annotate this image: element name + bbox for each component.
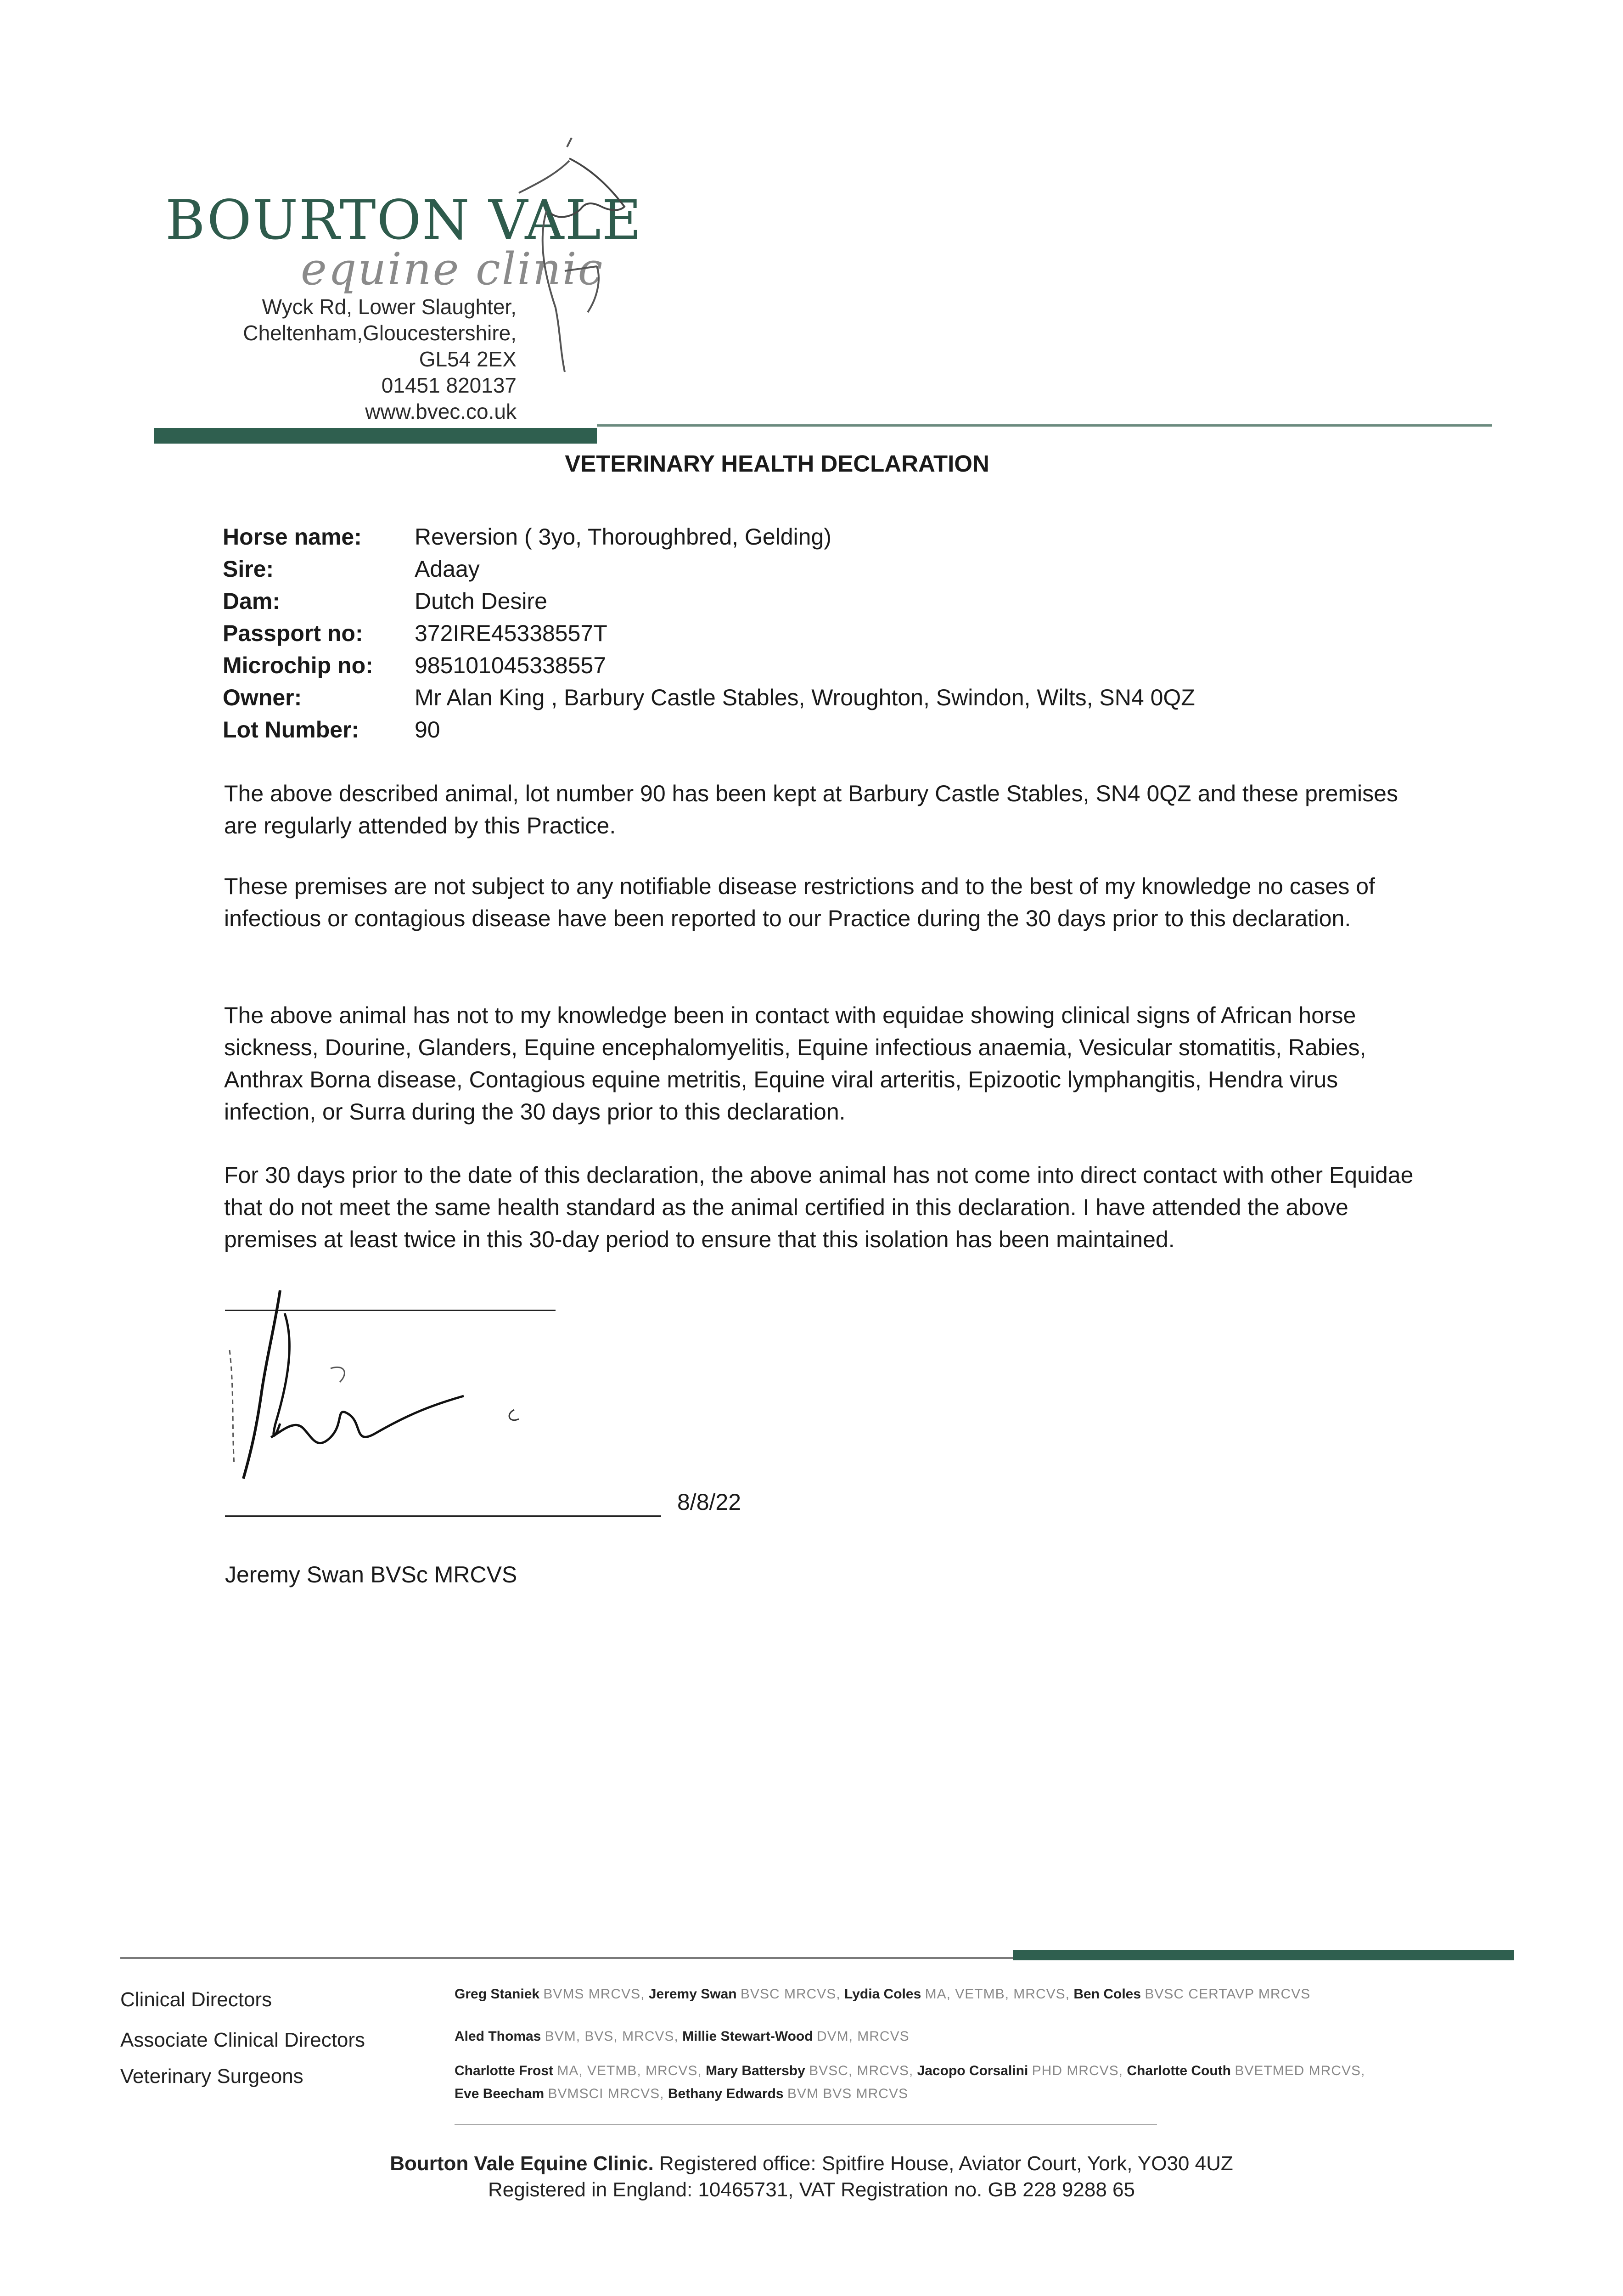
website-link[interactable]: www.bvec.co.uk — [365, 400, 517, 423]
signature-line — [225, 1515, 661, 1517]
header-accent-bar — [154, 428, 597, 444]
registration-name: Bourton Vale Equine Clinic. — [390, 2152, 654, 2175]
staff-line-clinical-directors: Greg Staniek BVMS MRCVS, Jeremy Swan BVSC MRCVS, Lydia Coles MA, VETMB, MRCVS, Ben Coles BVSC CERTAVP MRCVS — [455, 1986, 1311, 2002]
address-line: Cheltenham,Gloucestershire, — [243, 321, 517, 345]
registration-line-2: Registered in England: 10465731, VAT Registration no. GB 228 9288 65 — [488, 2178, 1135, 2201]
registration-line-1 — [0, 2150, 1623, 2177]
footer-accent-bar — [1013, 1950, 1514, 1960]
staff-line-veterinary-surgeons-2: Eve Beecham BVMSCI MRCVS, Bethany Edwards BVM BVS MRCVS — [455, 2086, 908, 2101]
staff-line-associate-directors: Aled Thomas BVM, BVS, MRCVS, Millie Stewart-Wood DVM, MRCVS — [455, 2029, 910, 2044]
document-title: VETERINARY HEALTH DECLARATION — [565, 450, 989, 477]
header-rule — [597, 424, 1492, 427]
declaration-paragraph: These premises are not subject to any notifiable disease restrictions and to the best of my knowledge no cases of infectious or contagious disease have been reported to our Practice during the 30 days prior to this declaration. — [224, 873, 1375, 931]
declaration-paragraph: For 30 days prior to the date of this declaration, the above animal has not come into direct contact with other Equidae that do not meet the same health standard as the animal certified in this declaration. I have attended the above premises at least twice in this 30-day period to ensure that this isolation has been maintained. — [224, 1162, 1414, 1252]
role-clinical-directors: Clinical Directors — [120, 1988, 272, 2011]
signer-name: Jeremy Swan BVSc MRCVS — [225, 1562, 517, 1587]
declaration-paragraph: The above animal has not to my knowledge been in contact with equidae showing clinical signs of African horse sickness, Dourine, Glanders, Equine encephalomyelitis, Equine infectious anaemia, Vesicular stomatitis, Rabies, Anthrax Borna disease, Contagious equine metritis, Equine viral arteritis, Epizootic lymphangitis, Hendra virus infection, or Surra during the 30 days prior to this declaration. — [224, 1002, 1366, 1125]
role-veterinary-surgeons: Veterinary Surgeons — [120, 2065, 303, 2088]
staff-line-veterinary-surgeons: Charlotte Frost MA, VETMB, MRCVS, Mary Battersby BVSC, MRCVS, Jacopo Corsalini PHD MRCVS, Charlotte Couth BVETMED MRCVS, — [455, 2063, 1365, 2078]
address-line: GL54 2EX — [419, 347, 517, 371]
address-line: Wyck Rd, Lower Slaughter, — [262, 295, 517, 319]
footer-rule — [120, 1957, 1013, 1959]
declaration-paragraph: The above described animal, lot number 90 has been kept at Barbury Castle Stables, SN4 0QZ and these premises are regularly attended by this Practice. — [224, 781, 1398, 838]
footer-separator — [455, 2124, 1157, 2125]
handwritten-signature-icon — [225, 1286, 546, 1506]
clinic-address — [243, 294, 517, 425]
clinic-subtitle: equine clinic — [301, 243, 604, 295]
phone-number: 01451 820137 — [381, 373, 517, 397]
signature-date: 8/8/22 — [677, 1489, 741, 1515]
registration-office: Registered office: Spitfire House, Aviator Court, York, YO30 4UZ — [653, 2152, 1233, 2175]
clinic-name: BOURTON VALE — [165, 188, 642, 252]
role-associate-clinical-directors: Associate Clinical Directors — [120, 2029, 365, 2051]
